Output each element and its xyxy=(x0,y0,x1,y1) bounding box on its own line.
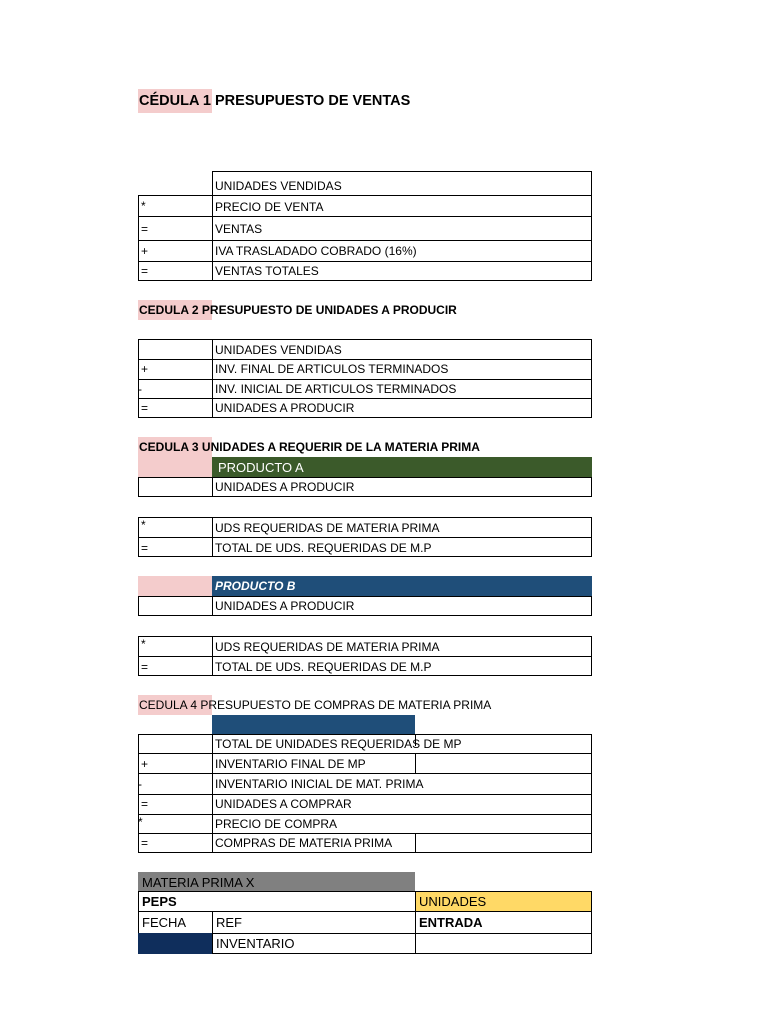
cedula2-title xyxy=(139,303,457,317)
ref-label: REF xyxy=(216,915,242,930)
operator-sign: = xyxy=(141,264,149,278)
table-row-label: PRECIO DE VENTA xyxy=(215,200,324,214)
column-divider xyxy=(415,833,416,853)
cedula2-title-rest: ESUPUESTO DE UNIDADES A PRODUCIR xyxy=(218,303,457,317)
operator-sign: = xyxy=(141,222,149,236)
operator-sign: = xyxy=(141,836,149,850)
operator-sign: * xyxy=(141,518,146,532)
cedula2-title-prefix: CEDULA 2 PR xyxy=(139,303,219,317)
cedula1-title xyxy=(139,93,410,109)
table-row-label: VENTAS TOTALES xyxy=(215,264,319,278)
operator-sign: = xyxy=(141,797,149,811)
entrada-label: ENTRADA xyxy=(419,915,483,930)
peps-label: PEPS xyxy=(142,893,177,909)
table-row-label: UNIDADES A PRODUCIR xyxy=(215,480,355,494)
producto-b-highlight xyxy=(138,576,212,596)
producto-b-units-table xyxy=(138,596,592,616)
table-row-label: INV. FINAL DE ARTICULOS TERMINADOS xyxy=(215,362,449,376)
table-row-label: UNIDADES VENDIDAS xyxy=(215,343,342,357)
table-row-label: INV. INICIAL DE ARTICULOS TERMINADOS xyxy=(215,382,457,396)
table-row-label: TOTAL DE UNIDADES REQUERIDAS DE MP xyxy=(215,737,462,751)
cedula4-title-rest: ESUPUESTO DE COMPRAS DE MATERIA PRIMA xyxy=(217,698,492,712)
cell-frame xyxy=(138,596,213,616)
cedula4-table xyxy=(138,734,592,853)
row-divider xyxy=(138,195,592,196)
cedula4-title xyxy=(139,698,491,712)
table-row-label: COMPRAS DE MATERIA PRIMA xyxy=(215,836,393,850)
table-row-label: UNIDADES VENDIDAS xyxy=(215,179,342,193)
producto-a-header: PRODUCTO A xyxy=(212,457,592,477)
table-row-label: PRECIO DE COMPRA xyxy=(215,817,338,831)
cedula1-op-column xyxy=(138,195,213,281)
table-row-label: UNIDADES A PRODUCIR xyxy=(215,401,355,415)
operator-sign: + xyxy=(141,244,149,258)
cedula1-table xyxy=(138,171,592,281)
producto-b-mp-table xyxy=(138,636,592,676)
materia-prima-table xyxy=(138,891,592,954)
operator-sign: * xyxy=(138,815,143,829)
navy-cell xyxy=(138,933,212,954)
table-row-label: IVA TRASLADADO COBRADO (16%) xyxy=(215,244,417,258)
operator-sign: * xyxy=(141,199,146,213)
operator-sign: = xyxy=(141,401,149,415)
cedula3-title-rest: NIDADES A REQUERIR DE LA MATERIA PRIMA xyxy=(210,440,480,454)
row-divider xyxy=(138,794,592,795)
unidades-label: UNIDADES xyxy=(419,893,487,909)
producto-a-units-table xyxy=(138,477,592,497)
producto-b-header: PRODUCTO B xyxy=(212,576,592,596)
operator-sign: = xyxy=(141,660,149,674)
row-divider xyxy=(138,814,592,815)
inventario-label: INVENTARIO xyxy=(216,936,295,951)
cedula2-table xyxy=(138,339,592,418)
materia-prima-header: MATERIA PRIMA X xyxy=(138,872,415,892)
cedula1-title-prefix: CÉDULA 1 xyxy=(139,93,211,109)
operator-sign: * xyxy=(141,637,146,651)
table-row-label: UDS REQUERIDAS DE MATERIA PRIMA xyxy=(215,640,440,654)
cedula1-title-rest: PRESUPUESTO DE VENTAS xyxy=(210,93,411,109)
operator-sign: = xyxy=(141,541,149,555)
table-row-label: TOTAL DE UDS. REQUERIDAS DE M.P xyxy=(215,541,432,555)
row-divider xyxy=(138,216,592,217)
operator-sign: + xyxy=(141,757,149,771)
cedula3-title xyxy=(139,440,480,454)
cedula4-blue-header xyxy=(212,715,415,735)
table-row-label: VENTAS xyxy=(215,222,263,236)
table-row-label: UNIDADES A PRODUCIR xyxy=(215,599,355,613)
fecha-label: FECHA xyxy=(142,915,187,930)
table-row-label: INVENTARIO INICIAL DE MAT. PRIMA xyxy=(215,777,424,791)
row-divider xyxy=(138,261,592,262)
operator-sign: + xyxy=(141,362,149,376)
table-row-label: UDS REQUERIDAS DE MATERIA PRIMA xyxy=(215,521,440,535)
table-row-label: INVENTARIO FINAL DE MP xyxy=(215,757,366,771)
producto-a-mp-table xyxy=(138,517,592,557)
operator-sign: - xyxy=(138,382,142,396)
operator-sign: - xyxy=(138,777,142,791)
row-divider xyxy=(138,911,592,912)
cell-frame xyxy=(138,477,213,497)
cedula4-title-prefix: CEDULA 4 PR xyxy=(139,698,218,712)
table-row-label: UNIDADES A COMPRAR xyxy=(215,797,352,811)
cedula3-title-prefix: CEDULA 3 U xyxy=(139,440,211,454)
column-divider xyxy=(415,754,416,773)
table-row-label: TOTAL DE UDS. REQUERIDAS DE M.P xyxy=(215,660,432,674)
